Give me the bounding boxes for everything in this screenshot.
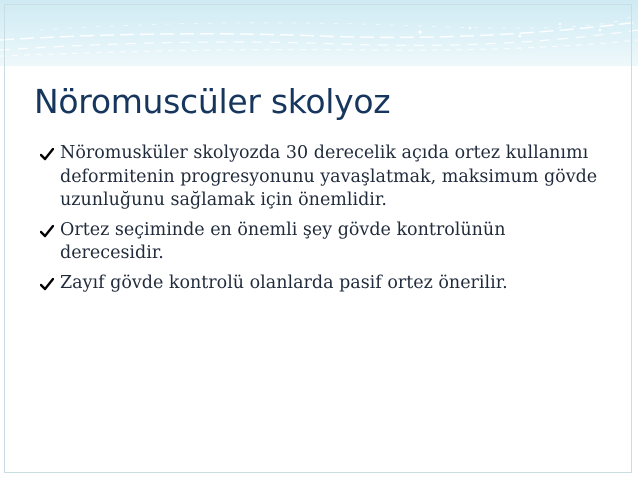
- bullet-text: Zayıf gövde kontrolü olanlarda pasif ortez önerilir.: [60, 272, 508, 293]
- bullet-text: Nöromusküler skolyozda 30 derecelik açıda ortez kullanımı deformitenin progresyonunu yavaşlatmak, maksimum gövde uzunluğunu sağlamak için önemlidir.: [60, 143, 598, 210]
- checkmark-icon: [40, 225, 54, 238]
- bullet-item: [40, 272, 600, 296]
- bullet-item: [40, 219, 600, 266]
- decorative-wave-lines: [0, 0, 638, 66]
- slide-title: Nöromuscüler skolyoz: [34, 82, 391, 121]
- checkmark-icon: [40, 278, 54, 291]
- bullet-item: [40, 142, 600, 213]
- header-band: [0, 0, 638, 66]
- checkmark-icon: [40, 148, 54, 161]
- bullet-text: Ortez seçiminde en önemli şey gövde kontrolünün derecesidir.: [60, 219, 506, 263]
- bullet-list: [40, 142, 600, 301]
